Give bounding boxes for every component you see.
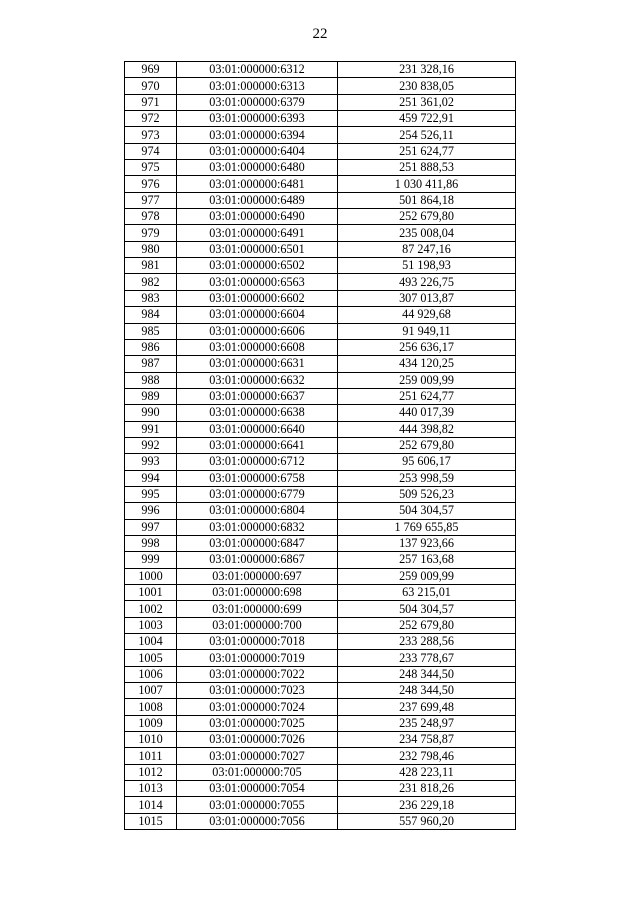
cadastral-value-cell: 434 120,25 bbox=[338, 356, 516, 372]
table-row bbox=[125, 699, 516, 715]
table-row bbox=[125, 421, 516, 437]
cadastral-number-cell: 03:01:000000:6638 bbox=[177, 405, 338, 421]
row-number-cell: 1003 bbox=[125, 617, 177, 633]
row-number-cell: 995 bbox=[125, 486, 177, 502]
cadastral-number-cell: 03:01:000000:6632 bbox=[177, 372, 338, 388]
cadastral-number-cell: 03:01:000000:699 bbox=[177, 601, 338, 617]
cadastral-number-cell: 03:01:000000:7027 bbox=[177, 748, 338, 764]
cadastral-number-cell: 03:01:000000:7019 bbox=[177, 650, 338, 666]
cadastral-value-cell: 234 758,87 bbox=[338, 732, 516, 748]
cadastral-value-cell: 233 778,67 bbox=[338, 650, 516, 666]
cadastral-number-cell: 03:01:000000:6491 bbox=[177, 225, 338, 241]
table-row bbox=[125, 405, 516, 421]
table-row bbox=[125, 209, 516, 225]
row-number-cell: 1013 bbox=[125, 781, 177, 797]
cadastral-value-cell: 459 722,91 bbox=[338, 111, 516, 127]
table-row bbox=[125, 388, 516, 404]
table-row bbox=[125, 258, 516, 274]
row-number-cell: 986 bbox=[125, 339, 177, 355]
cadastral-number-cell: 03:01:000000:6637 bbox=[177, 388, 338, 404]
cadastral-value-cell: 235 008,04 bbox=[338, 225, 516, 241]
cadastral-number-cell: 03:01:000000:7054 bbox=[177, 781, 338, 797]
cadastral-value-cell: 251 361,02 bbox=[338, 94, 516, 110]
table-row bbox=[125, 781, 516, 797]
cadastral-number-cell: 03:01:000000:6779 bbox=[177, 486, 338, 502]
cadastral-number-cell: 03:01:000000:6489 bbox=[177, 192, 338, 208]
row-number-cell: 985 bbox=[125, 323, 177, 339]
cadastral-number-cell: 03:01:000000:697 bbox=[177, 568, 338, 584]
table-row bbox=[125, 160, 516, 176]
cadastral-value-cell: 231 328,16 bbox=[338, 62, 516, 78]
cadastral-number-cell: 03:01:000000:700 bbox=[177, 617, 338, 633]
table-row bbox=[125, 552, 516, 568]
cadastral-value-cell: 251 888,53 bbox=[338, 160, 516, 176]
cadastral-value-cell: 230 838,05 bbox=[338, 78, 516, 94]
row-number-cell: 1006 bbox=[125, 666, 177, 682]
cadastral-number-cell: 03:01:000000:7024 bbox=[177, 699, 338, 715]
row-number-cell: 971 bbox=[125, 94, 177, 110]
cadastral-value-cell: 235 248,97 bbox=[338, 715, 516, 731]
row-number-cell: 976 bbox=[125, 176, 177, 192]
cadastral-number-cell: 03:01:000000:6312 bbox=[177, 62, 338, 78]
table-row bbox=[125, 535, 516, 551]
row-number-cell: 981 bbox=[125, 258, 177, 274]
cadastral-number-cell: 03:01:000000:6641 bbox=[177, 437, 338, 453]
cadastral-value-cell: 137 923,66 bbox=[338, 535, 516, 551]
row-number-cell: 1005 bbox=[125, 650, 177, 666]
cadastral-number-cell: 03:01:000000:6867 bbox=[177, 552, 338, 568]
cadastral-number-cell: 03:01:000000:6712 bbox=[177, 454, 338, 470]
table-row bbox=[125, 519, 516, 535]
table-row bbox=[125, 290, 516, 306]
cadastral-number-cell: 03:01:000000:6501 bbox=[177, 241, 338, 257]
row-number-cell: 993 bbox=[125, 454, 177, 470]
table-row bbox=[125, 127, 516, 143]
row-number-cell: 998 bbox=[125, 535, 177, 551]
cadastral-number-cell: 03:01:000000:7026 bbox=[177, 732, 338, 748]
cadastral-value-cell: 428 223,11 bbox=[338, 764, 516, 780]
cadastral-number-cell: 03:01:000000:6480 bbox=[177, 160, 338, 176]
cadastral-value-cell: 504 304,57 bbox=[338, 503, 516, 519]
cadastral-number-cell: 03:01:000000:6404 bbox=[177, 143, 338, 159]
row-number-cell: 1010 bbox=[125, 732, 177, 748]
row-number-cell: 996 bbox=[125, 503, 177, 519]
row-number-cell: 982 bbox=[125, 274, 177, 290]
row-number-cell: 999 bbox=[125, 552, 177, 568]
cadastral-value-cell: 51 198,93 bbox=[338, 258, 516, 274]
table-row bbox=[125, 94, 516, 110]
cadastral-value-cell: 248 344,50 bbox=[338, 683, 516, 699]
row-number-cell: 1000 bbox=[125, 568, 177, 584]
table-row bbox=[125, 764, 516, 780]
cadastral-number-cell: 03:01:000000:6640 bbox=[177, 421, 338, 437]
cadastral-number-cell: 03:01:000000:6804 bbox=[177, 503, 338, 519]
cadastral-number-cell: 03:01:000000:6602 bbox=[177, 290, 338, 306]
row-number-cell: 983 bbox=[125, 290, 177, 306]
cadastral-value-cell: 254 526,11 bbox=[338, 127, 516, 143]
cadastral-value-cell: 237 699,48 bbox=[338, 699, 516, 715]
cadastral-number-cell: 03:01:000000:6393 bbox=[177, 111, 338, 127]
cadastral-value-cell: 509 526,23 bbox=[338, 486, 516, 502]
cadastral-number-cell: 03:01:000000:6490 bbox=[177, 209, 338, 225]
cadastral-number-cell: 03:01:000000:6313 bbox=[177, 78, 338, 94]
table-row bbox=[125, 274, 516, 290]
row-number-cell: 970 bbox=[125, 78, 177, 94]
cadastral-value-cell: 63 215,01 bbox=[338, 585, 516, 601]
cadastral-number-cell: 03:01:000000:6606 bbox=[177, 323, 338, 339]
cadastral-value-cell: 252 679,80 bbox=[338, 209, 516, 225]
row-number-cell: 979 bbox=[125, 225, 177, 241]
table-row bbox=[125, 813, 516, 829]
cadastral-value-cell: 557 960,20 bbox=[338, 813, 516, 829]
cadastral-value-table bbox=[124, 61, 516, 830]
row-number-cell: 1015 bbox=[125, 813, 177, 829]
row-number-cell: 969 bbox=[125, 62, 177, 78]
table-row bbox=[125, 111, 516, 127]
cadastral-value-cell: 87 247,16 bbox=[338, 241, 516, 257]
row-number-cell: 994 bbox=[125, 470, 177, 486]
table-row bbox=[125, 617, 516, 633]
table-row bbox=[125, 486, 516, 502]
cadastral-value-cell: 232 798,46 bbox=[338, 748, 516, 764]
cadastral-number-cell: 03:01:000000:7023 bbox=[177, 683, 338, 699]
cadastral-number-cell: 03:01:000000:7018 bbox=[177, 634, 338, 650]
cadastral-number-cell: 03:01:000000:698 bbox=[177, 585, 338, 601]
row-number-cell: 1009 bbox=[125, 715, 177, 731]
table-row bbox=[125, 797, 516, 813]
row-number-cell: 974 bbox=[125, 143, 177, 159]
table-row bbox=[125, 601, 516, 617]
table-row bbox=[125, 323, 516, 339]
cadastral-value-cell: 95 606,17 bbox=[338, 454, 516, 470]
row-number-cell: 997 bbox=[125, 519, 177, 535]
cadastral-value-cell: 252 679,80 bbox=[338, 437, 516, 453]
row-number-cell: 978 bbox=[125, 209, 177, 225]
row-number-cell: 1002 bbox=[125, 601, 177, 617]
table-row bbox=[125, 225, 516, 241]
table-row bbox=[125, 78, 516, 94]
cadastral-value-cell: 444 398,82 bbox=[338, 421, 516, 437]
cadastral-value-cell: 440 017,39 bbox=[338, 405, 516, 421]
cadastral-value-cell: 307 013,87 bbox=[338, 290, 516, 306]
row-number-cell: 990 bbox=[125, 405, 177, 421]
table-row bbox=[125, 241, 516, 257]
table-row bbox=[125, 503, 516, 519]
row-number-cell: 980 bbox=[125, 241, 177, 257]
row-number-cell: 984 bbox=[125, 307, 177, 323]
row-number-cell: 1012 bbox=[125, 764, 177, 780]
cadastral-number-cell: 03:01:000000:6631 bbox=[177, 356, 338, 372]
cadastral-number-cell: 03:01:000000:7022 bbox=[177, 666, 338, 682]
cadastral-value-cell: 257 163,68 bbox=[338, 552, 516, 568]
cadastral-number-cell: 03:01:000000:7055 bbox=[177, 797, 338, 813]
table-row bbox=[125, 568, 516, 584]
row-number-cell: 988 bbox=[125, 372, 177, 388]
cadastral-value-cell: 493 226,75 bbox=[338, 274, 516, 290]
cadastral-value-cell: 253 998,59 bbox=[338, 470, 516, 486]
cadastral-value-cell: 233 288,56 bbox=[338, 634, 516, 650]
row-number-cell: 992 bbox=[125, 437, 177, 453]
cadastral-value-cell: 251 624,77 bbox=[338, 143, 516, 159]
table-row bbox=[125, 732, 516, 748]
cadastral-number-cell: 03:01:000000:6481 bbox=[177, 176, 338, 192]
cadastral-value-cell: 248 344,50 bbox=[338, 666, 516, 682]
table-row bbox=[125, 634, 516, 650]
table-row bbox=[125, 715, 516, 731]
table-row bbox=[125, 437, 516, 453]
cadastral-value-cell: 252 679,80 bbox=[338, 617, 516, 633]
cadastral-value-cell: 256 636,17 bbox=[338, 339, 516, 355]
cadastral-number-cell: 03:01:000000:705 bbox=[177, 764, 338, 780]
table-row bbox=[125, 62, 516, 78]
table-row bbox=[125, 470, 516, 486]
cadastral-number-cell: 03:01:000000:6379 bbox=[177, 94, 338, 110]
row-number-cell: 975 bbox=[125, 160, 177, 176]
row-number-cell: 1001 bbox=[125, 585, 177, 601]
table-row bbox=[125, 372, 516, 388]
row-number-cell: 973 bbox=[125, 127, 177, 143]
table-row bbox=[125, 339, 516, 355]
cadastral-value-cell: 236 229,18 bbox=[338, 797, 516, 813]
table-row bbox=[125, 748, 516, 764]
row-number-cell: 987 bbox=[125, 356, 177, 372]
row-number-cell: 991 bbox=[125, 421, 177, 437]
row-number-cell: 1014 bbox=[125, 797, 177, 813]
row-number-cell: 1004 bbox=[125, 634, 177, 650]
cadastral-value-cell: 504 304,57 bbox=[338, 601, 516, 617]
cadastral-number-cell: 03:01:000000:6394 bbox=[177, 127, 338, 143]
cadastral-value-cell: 44 929,68 bbox=[338, 307, 516, 323]
cadastral-number-cell: 03:01:000000:7056 bbox=[177, 813, 338, 829]
cadastral-value-cell: 251 624,77 bbox=[338, 388, 516, 404]
cadastral-number-cell: 03:01:000000:6604 bbox=[177, 307, 338, 323]
table-row bbox=[125, 650, 516, 666]
row-number-cell: 1008 bbox=[125, 699, 177, 715]
cadastral-value-cell: 231 818,26 bbox=[338, 781, 516, 797]
row-number-cell: 989 bbox=[125, 388, 177, 404]
table-row bbox=[125, 454, 516, 470]
cadastral-number-cell: 03:01:000000:6608 bbox=[177, 339, 338, 355]
cadastral-number-cell: 03:01:000000:6563 bbox=[177, 274, 338, 290]
table-row bbox=[125, 192, 516, 208]
cadastral-number-cell: 03:01:000000:7025 bbox=[177, 715, 338, 731]
page-number: 22 bbox=[312, 26, 328, 42]
cadastral-value-cell: 91 949,11 bbox=[338, 323, 516, 339]
row-number-cell: 972 bbox=[125, 111, 177, 127]
cadastral-value-cell: 1 769 655,85 bbox=[338, 519, 516, 535]
table-row bbox=[125, 585, 516, 601]
table-row bbox=[125, 356, 516, 372]
row-number-cell: 977 bbox=[125, 192, 177, 208]
cadastral-value-cell: 1 030 411,86 bbox=[338, 176, 516, 192]
table-row bbox=[125, 143, 516, 159]
table-body bbox=[125, 62, 516, 830]
table-row bbox=[125, 307, 516, 323]
table-row bbox=[125, 176, 516, 192]
table-row bbox=[125, 683, 516, 699]
row-number-cell: 1007 bbox=[125, 683, 177, 699]
cadastral-value-cell: 501 864,18 bbox=[338, 192, 516, 208]
row-number-cell: 1011 bbox=[125, 748, 177, 764]
cadastral-number-cell: 03:01:000000:6847 bbox=[177, 535, 338, 551]
table-row bbox=[125, 666, 516, 682]
cadastral-number-cell: 03:01:000000:6758 bbox=[177, 470, 338, 486]
cadastral-value-cell: 259 009,99 bbox=[338, 568, 516, 584]
cadastral-number-cell: 03:01:000000:6502 bbox=[177, 258, 338, 274]
cadastral-value-cell: 259 009,99 bbox=[338, 372, 516, 388]
cadastral-number-cell: 03:01:000000:6832 bbox=[177, 519, 338, 535]
